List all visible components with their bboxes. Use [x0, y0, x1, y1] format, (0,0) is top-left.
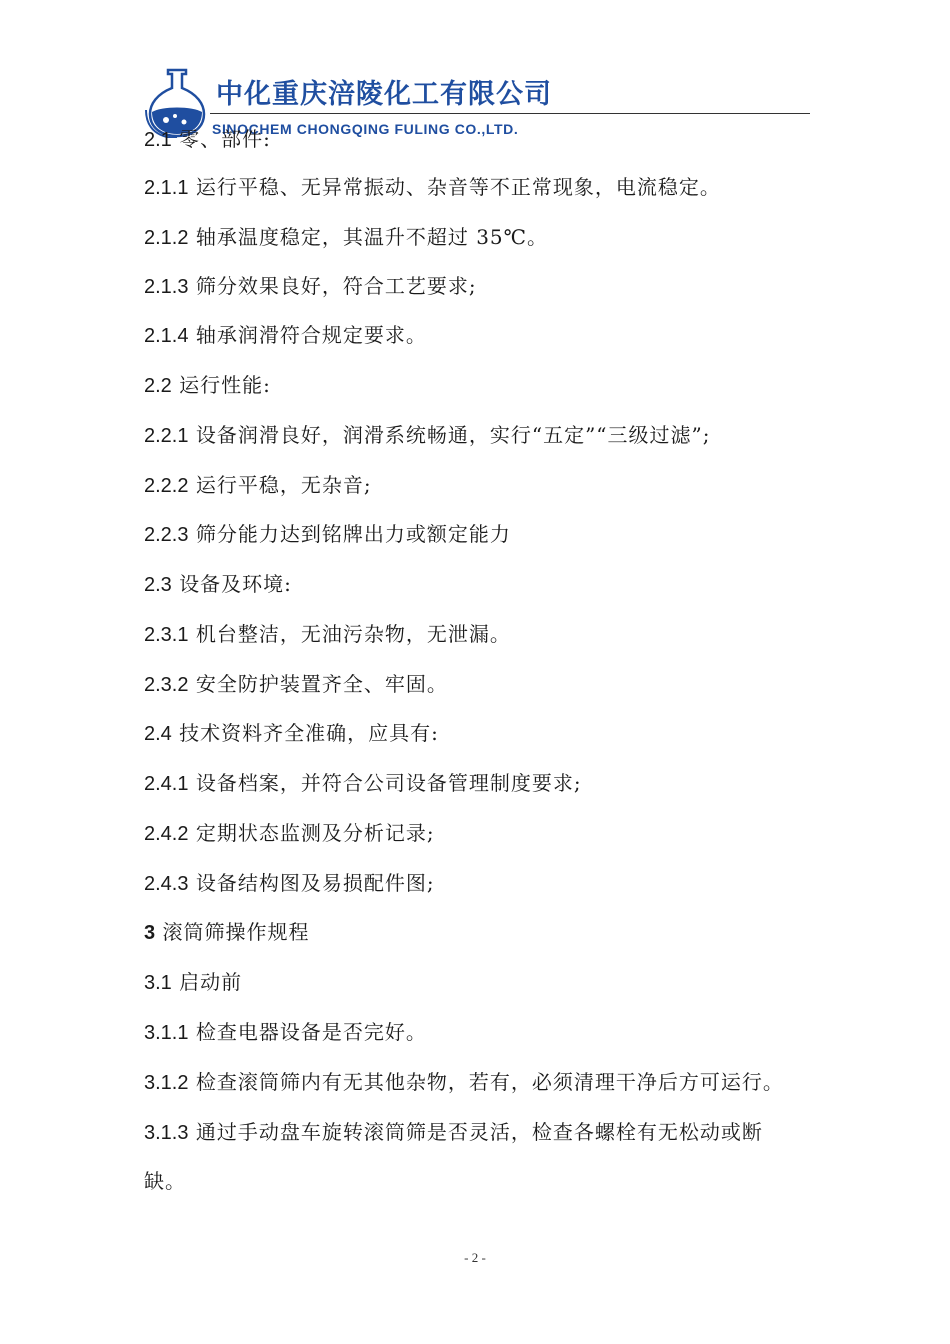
page-number: - 2 - — [464, 1250, 486, 1265]
section-heading: 2.3 设备及环境: — [144, 572, 292, 596]
header-divider — [210, 113, 810, 114]
clause-line: 3.1.2 检查滚筒筛内有无其他杂物，若有，必须清理干净后方可运行。 — [144, 1070, 784, 1094]
section-heading: 2.2 运行性能: — [144, 373, 271, 397]
company-name-en: SINOCHEM CHONGQING FULING CO.,LTD. — [212, 121, 519, 137]
clause-line: 3.1.3 通过手动盘车旋转滚筒筛是否灵活，检查各螺栓有无松动或断 — [144, 1120, 763, 1144]
clause-line: 2.4.1 设备档案，并符合公司设备管理制度要求; — [144, 771, 582, 795]
document-header — [0, 0, 950, 150]
section-heading: 3.1 启动前 — [144, 970, 243, 994]
clause-line: 2.2.1 设备润滑良好，润滑系统畅通，实行“五定”“三级过滤”; — [144, 423, 711, 447]
clause-line: 2.2.2 运行平稳，无杂音; — [144, 473, 372, 497]
clause-line-continuation: 缺。 — [144, 1169, 186, 1193]
clause-line: 2.4.3 设备结构图及易损配件图; — [144, 871, 435, 895]
clause-line: 2.4.2 定期状态监测及分析记录; — [144, 821, 435, 845]
clause-line: 2.1.1 运行平稳、无异常振动、杂音等不正常现象，电流稳定。 — [144, 175, 721, 199]
clause-line: 2.1.4 轴承润滑符合规定要求。 — [144, 323, 427, 347]
section-heading: 2.4 技术资料齐全准确，应具有: — [144, 721, 439, 745]
clause-line: 2.1.3 筛分效果良好，符合工艺要求; — [144, 274, 477, 298]
clause-line: 2.3.2 安全防护装置齐全、牢固。 — [144, 672, 448, 696]
clause-line: 2.1.2 轴承温度稳定，其温升不超过 35℃。 — [144, 225, 549, 249]
clause-line: 2.1 零、部件: — [144, 127, 271, 151]
clause-line: 2.3.1 机台整洁，无油污杂物，无泄漏。 — [144, 622, 511, 646]
company-name-cn: 中化重庆涪陵化工有限公司 — [216, 79, 552, 110]
chapter-heading: 3 滚筒筛操作规程 — [144, 920, 310, 944]
clause-line: 3.1.1 检查电器设备是否完好。 — [144, 1020, 427, 1044]
clause-line: 2.2.3 筛分能力达到铭牌出力或额定能力 — [144, 522, 511, 546]
